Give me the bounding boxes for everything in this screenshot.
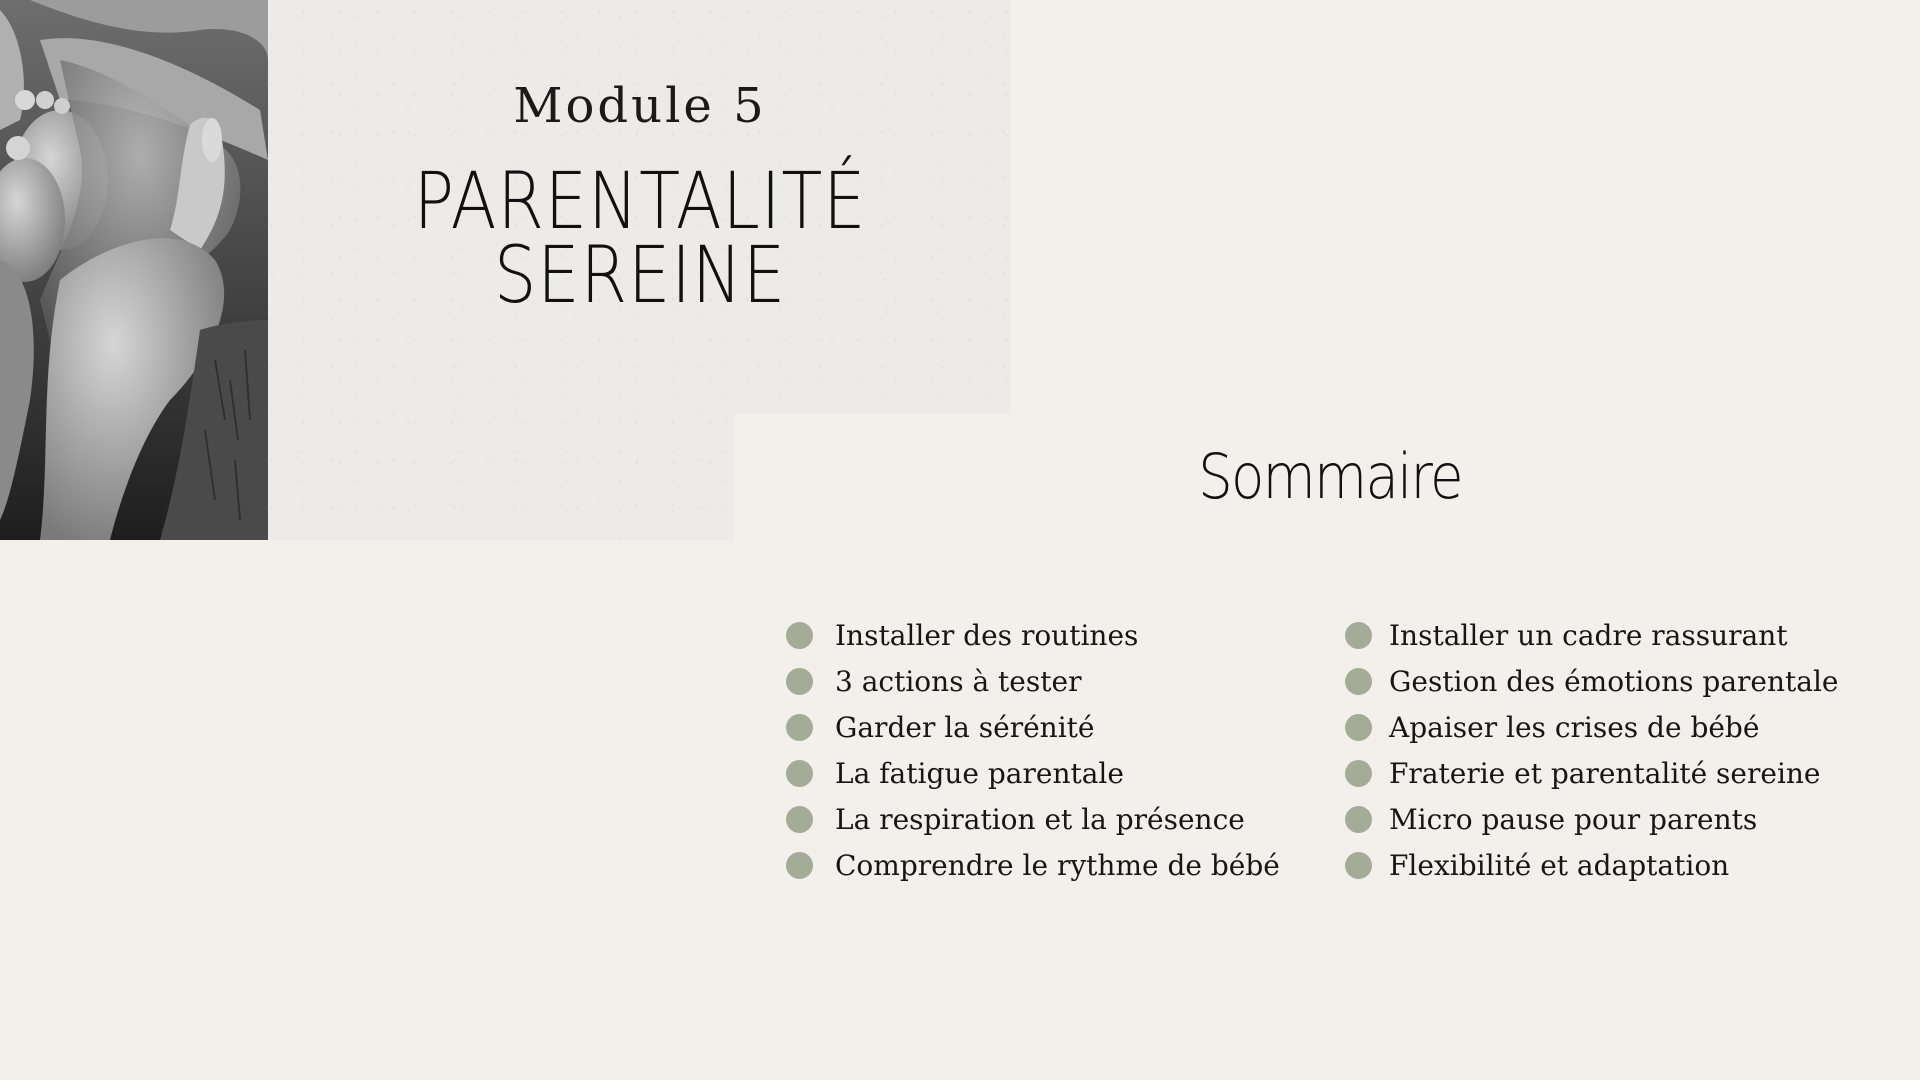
bullet-dot-icon — [786, 668, 813, 695]
bullet-dot-icon — [786, 714, 813, 741]
list-item-label: Garder la sérénité — [835, 710, 1095, 744]
hero-photo — [0, 0, 268, 540]
list-item — [786, 750, 1280, 796]
list-item — [1345, 842, 1839, 888]
list-item — [1345, 796, 1839, 842]
bullet-dot-icon — [1345, 852, 1372, 879]
bullet-dot-icon — [1345, 668, 1372, 695]
list-item-label: Gestion des émotions parentale — [1389, 664, 1839, 698]
title-line-2: SEREINE — [493, 231, 787, 321]
list-item-label: Flexibilité et adaptation — [1389, 848, 1730, 882]
list-item — [786, 704, 1280, 750]
list-item-label: Apaiser les crises de bébé — [1389, 710, 1760, 744]
bullet-dot-icon — [1345, 714, 1372, 741]
list-item — [1345, 750, 1839, 796]
list-item-label: La fatigue parentale — [835, 756, 1124, 790]
summary-list-right — [1345, 612, 1839, 888]
panel-notch — [734, 413, 1010, 540]
list-item-label: Installer un cadre rassurant — [1389, 618, 1788, 652]
module-label: Module 5 — [513, 78, 767, 134]
title-line-1: PARENTALITÉ — [413, 157, 867, 247]
baby-feet-hands-image — [0, 0, 268, 540]
list-item — [1345, 704, 1839, 750]
list-item — [1345, 658, 1839, 704]
bullet-dot-icon — [786, 852, 813, 879]
list-item-label: Micro pause pour parents — [1389, 802, 1758, 836]
summary-list-left — [786, 612, 1280, 888]
bullet-dot-icon — [786, 806, 813, 833]
list-item — [786, 842, 1280, 888]
list-item-label: Fraterie et parentalité sereine — [1389, 756, 1821, 790]
list-item-label: La respiration et la présence — [835, 802, 1245, 836]
bullet-dot-icon — [786, 622, 813, 649]
list-item — [786, 612, 1280, 658]
list-item-label: Comprendre le rythme de bébé — [835, 848, 1280, 882]
bullet-dot-icon — [1345, 622, 1372, 649]
list-item-label: Installer des routines — [835, 618, 1139, 652]
list-item — [1345, 612, 1839, 658]
summary-heading: Sommaire — [1198, 440, 1462, 513]
list-item-label: 3 actions à tester — [835, 664, 1082, 698]
list-item — [786, 796, 1280, 842]
list-item — [786, 658, 1280, 704]
bullet-dot-icon — [1345, 806, 1372, 833]
page-title — [382, 157, 898, 321]
bullet-dot-icon — [1345, 760, 1372, 787]
bullet-dot-icon — [786, 760, 813, 787]
